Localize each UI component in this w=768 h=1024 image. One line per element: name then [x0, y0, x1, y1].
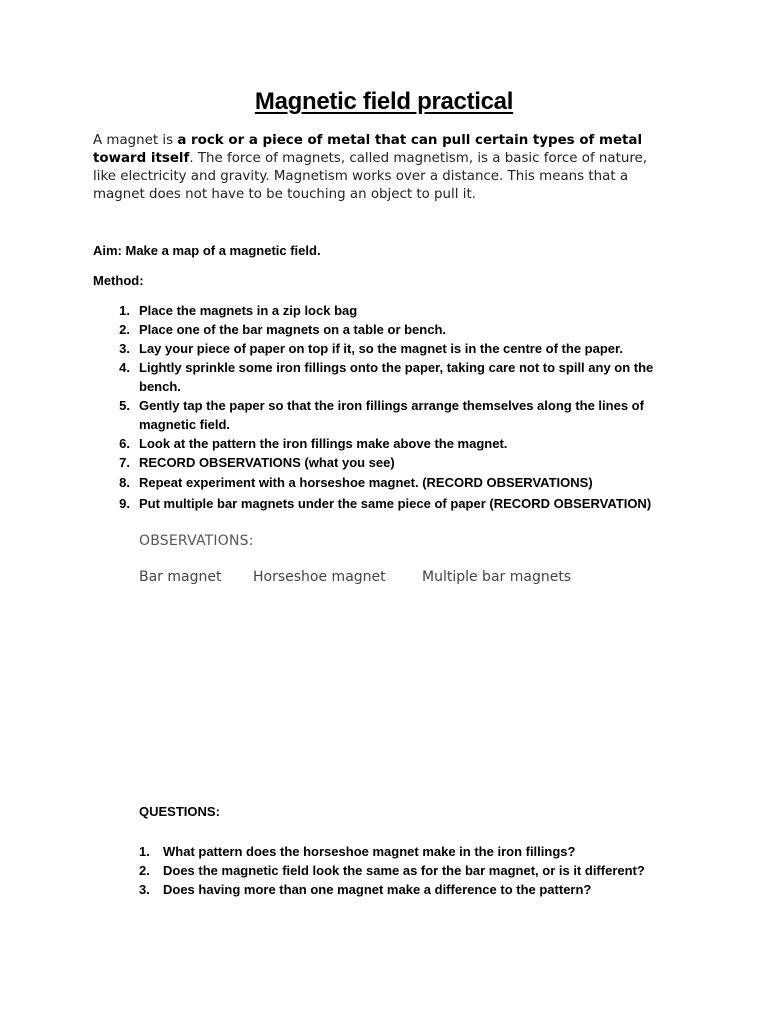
observation-column-horseshoe-magnet: Horseshoe magnet: [253, 569, 386, 585]
observations-heading: OBSERVATIONS:: [139, 533, 254, 549]
question-number: 1.: [139, 844, 150, 859]
step-number: 5.: [119, 398, 130, 413]
method-steps-list: [112, 301, 672, 513]
method-step: [112, 320, 672, 339]
step-text: Place one of the bar magnets on a table or bench.: [139, 322, 447, 337]
intro-suffix: . The force of magnets, called magnetism, is a basic force of nature, like electricity and gravity. Magnetism works over a distance. This means that a magnet does not have to be touching an object to pull it.: [93, 151, 648, 202]
questions-heading: QUESTIONS:: [139, 804, 220, 819]
step-text: Look at the pattern the iron fillings make above the magnet.: [139, 436, 508, 451]
method-step: [112, 434, 672, 453]
step-number: 8.: [119, 475, 130, 490]
method-step: [112, 473, 672, 492]
step-number: 9.: [119, 496, 130, 511]
method-step: [112, 396, 672, 434]
step-number: 6.: [119, 436, 130, 451]
step-number: 4.: [119, 360, 130, 375]
method-step: [112, 453, 672, 472]
question-number: 2.: [139, 863, 150, 878]
step-number: 7.: [119, 455, 130, 470]
step-text: Repeat experiment with a horseshoe magnet. (RECORD OBSERVATIONS): [139, 475, 593, 490]
step-number: 3.: [119, 341, 130, 356]
question-text: Does the magnetic field look the same as for the bar magnet, or is it different?: [163, 863, 645, 878]
intro-bold-definition: a rock or a piece of metal that can pull certain types of metal toward itself: [93, 133, 643, 166]
question-item: [139, 880, 699, 899]
step-number: 2.: [119, 322, 130, 337]
step-text: RECORD OBSERVATIONS (what you see): [139, 455, 395, 470]
page-title: Magnetic field practical: [254, 88, 514, 115]
question-item: [139, 861, 699, 880]
method-step: [112, 358, 672, 396]
step-text: Lay your piece of paper on top if it, so the magnet is in the centre of the paper.: [139, 341, 623, 356]
aim-text: Aim: Make a map of a magnetic field.: [93, 243, 321, 258]
question-number: 3.: [139, 882, 150, 897]
observation-column-bar-magnet: Bar magnet: [139, 569, 222, 585]
question-item: [139, 842, 699, 861]
question-text: Does having more than one magnet make a difference to the pattern?: [163, 882, 592, 897]
method-heading: Method:: [93, 273, 144, 288]
method-step: [112, 301, 672, 320]
question-text: What pattern does the horseshoe magnet make in the iron fillings?: [163, 844, 576, 859]
method-step: [112, 494, 672, 513]
step-text: Gently tap the paper so that the iron fillings arrange themselves along the lines of magnetic field.: [139, 398, 644, 432]
intro-paragraph: [93, 132, 673, 204]
step-text: Put multiple bar magnets under the same piece of paper (RECORD OBSERVATION): [139, 496, 652, 511]
questions-list: [139, 842, 699, 899]
intro-prefix: A magnet is: [93, 133, 178, 148]
step-text: Lightly sprinkle some iron fillings onto the paper, taking care not to spill any on the bench.: [139, 360, 654, 394]
method-step: [112, 339, 672, 358]
step-number: 1.: [119, 303, 130, 318]
observation-column-multiple-bar-magnets: Multiple bar magnets: [422, 569, 572, 585]
step-text: Place the magnets in a zip lock bag: [139, 303, 358, 318]
